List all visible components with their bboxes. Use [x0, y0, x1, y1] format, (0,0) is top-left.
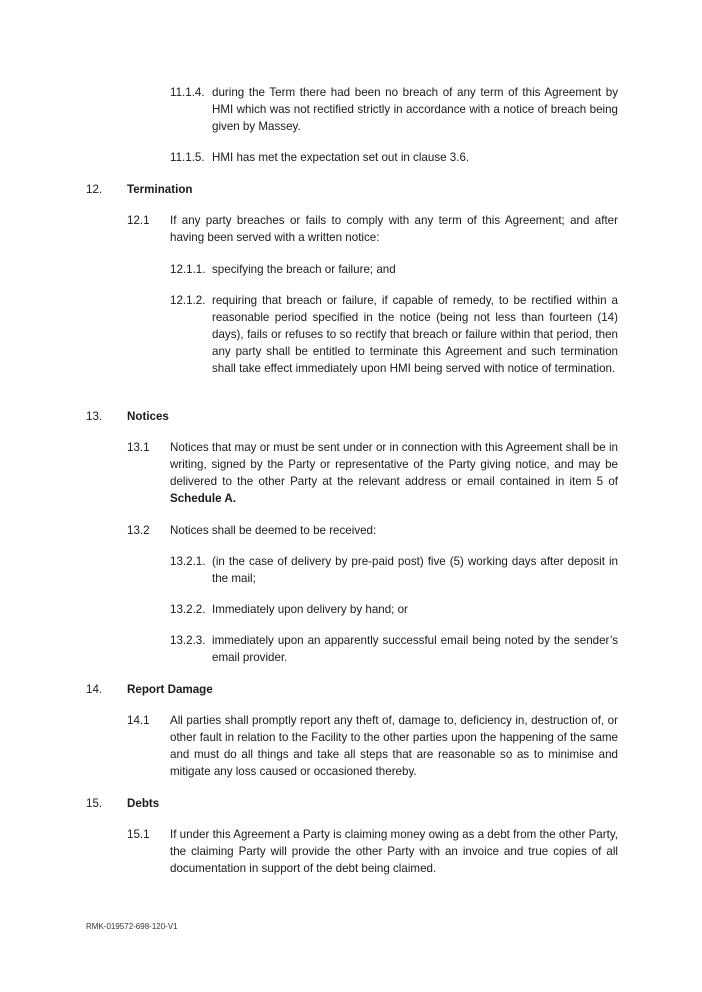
section-number: 13. [86, 410, 103, 423]
clause-number: 11.1.4. [170, 86, 205, 99]
clause-number: 13.2.3. [170, 634, 206, 647]
clause-number: 12.1.1. [170, 263, 206, 276]
section-14-heading [86, 681, 618, 698]
clause-text: All parties shall promptly report any theft of, damage to, deficiency in, destruction of, or other fault in relation to the Facility to the other parties upon the happening of the same and must do all things and take all steps that are reasonable so as to minimise and mitigate any loss caused or occasioned thereby. [170, 714, 618, 778]
clause-text: Immediately upon delivery by hand; or [212, 603, 408, 616]
schedule-reference: Schedule A. [170, 492, 236, 505]
section-title: Notices [127, 410, 169, 423]
clause-text: Notices that may or must be sent under or in connection with this Agreement shall be in writing, signed by the Party or representative of the Party giving notice, and may be delivered to the other Party at the relevant address or email contained in item 5 of [170, 441, 618, 488]
clause-12-1-2 [170, 292, 618, 377]
section-number: 14. [86, 683, 103, 696]
clause-text: requiring that breach or failure, if capable of remedy, to be rectified within a reasonable period specified in the notice (being not less than fourteen (14) days), fails or refuses to so rectify that breach or failure within that period, then any party shall be entitled to terminate this Agreement and such termination shall take effect immediately upon HMI being served with notice of termination. [212, 294, 618, 375]
clause-13-2-3 [170, 632, 618, 666]
clause-text: immediately upon an apparently successful email being noted by the sender’s email provider. [212, 634, 618, 664]
clause-12-1-1 [170, 261, 618, 278]
section-12-heading [86, 181, 618, 198]
clause-13-2 [127, 522, 618, 539]
clause-text: specifying the breach or failure; and [212, 263, 396, 276]
clause-14-1 [127, 712, 618, 780]
clause-13-1 [127, 439, 618, 507]
clause-number: 15.1 [127, 828, 150, 841]
clause-number: 13.2.2. [170, 603, 206, 616]
section-13-heading [86, 408, 618, 425]
section-title: Report Damage [127, 683, 213, 696]
section-title: Termination [127, 183, 193, 196]
clause-text: If under this Agreement a Party is claiming money owing as a debt from the other Party, the claiming Party will provide the other Party with an invoice and true copies of all documentation in support of the debt being claimed. [170, 828, 618, 875]
clause-number: 13.2.1. [170, 555, 206, 568]
clause-text: If any party breaches or fails to comply with any term of this Agreement; and after having been served with a written notice: [170, 214, 618, 244]
section-title: Debts [127, 797, 160, 810]
clause-13-2-1 [170, 553, 618, 587]
document-reference-footer: RMK-019572-698-120-V1 [86, 922, 178, 931]
clause-text: Notices shall be deemed to be received: [170, 524, 377, 537]
clause-11-1-4 [170, 84, 618, 135]
section-15-heading [86, 795, 618, 812]
clause-number: 12.1 [127, 214, 150, 227]
clause-13-2-2 [170, 601, 618, 618]
clause-text: during the Term there had been no breach of any term of this Agreement by HMI which was not rectified strictly in accordance with a notice of breach being given by Massey. [212, 86, 618, 133]
clause-15-1 [127, 826, 618, 877]
clause-text-wrapper [170, 439, 618, 507]
clause-number: 14.1 [127, 714, 150, 727]
clause-number: 11.1.5. [170, 151, 205, 164]
clause-11-1-5 [170, 149, 618, 166]
section-number: 12. [86, 183, 103, 196]
clause-text: HMI has met the expectation set out in clause 3.6. [212, 151, 470, 164]
clause-12-1 [127, 212, 618, 246]
section-number: 15. [86, 797, 103, 810]
clause-number: 12.1.2. [170, 294, 206, 307]
clause-number: 13.2 [127, 524, 150, 537]
clause-text: (in the case of delivery by pre-paid post) five (5) working days after deposit in the mail; [212, 555, 618, 585]
clause-number: 13.1 [127, 441, 150, 454]
